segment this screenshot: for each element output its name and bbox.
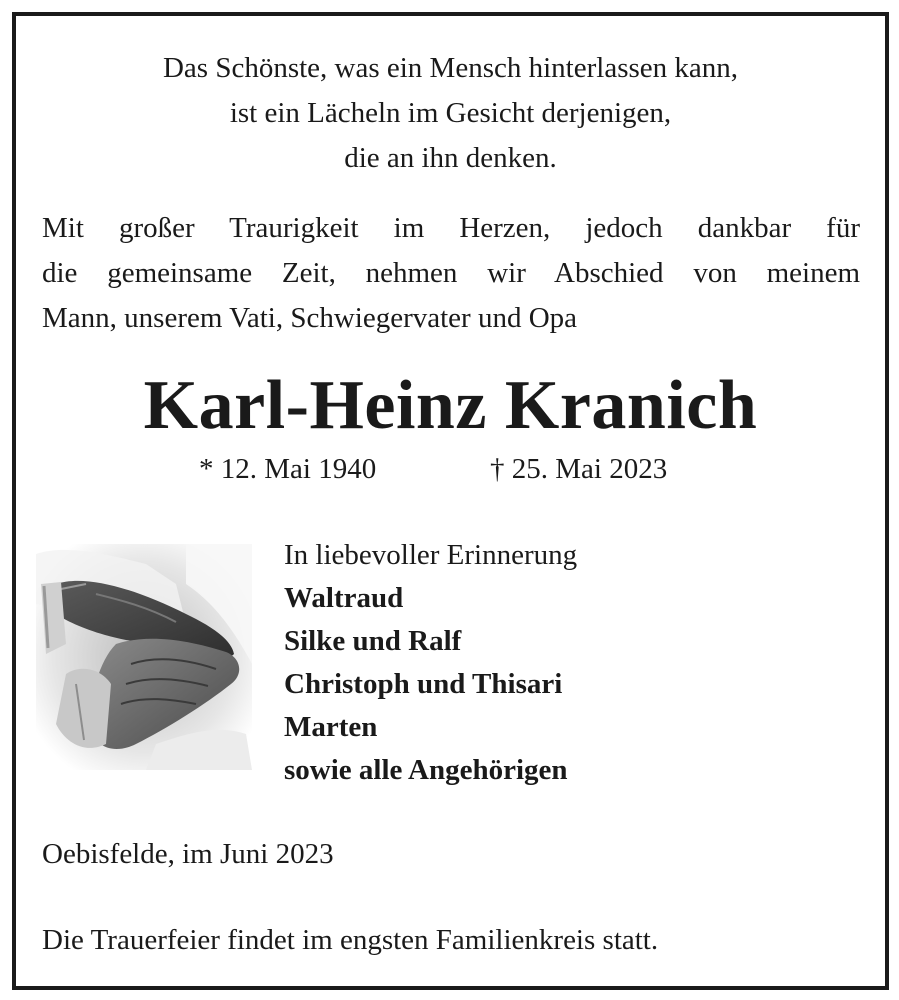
memorial-quote bbox=[16, 46, 885, 181]
remembrance-heading: In liebevoller Erinnerung bbox=[284, 539, 578, 571]
place-date: Oebisfelde, im Juni 2023 bbox=[42, 838, 334, 870]
family-member: Silke und Ralf bbox=[284, 625, 462, 657]
holding-hands-photo bbox=[36, 544, 252, 770]
family-member: Marten bbox=[284, 711, 378, 743]
quote-line: die an ihn denken. bbox=[344, 142, 557, 174]
quote-line: ist ein Lächeln im Gesicht derjenigen, bbox=[229, 97, 672, 129]
family-section bbox=[284, 534, 577, 792]
family-member: sowie alle Angehörigen bbox=[284, 754, 568, 786]
ceremony-note: Die Trauerfeier findet im engsten Familienkreis statt. bbox=[42, 924, 659, 956]
family-member: Waltraud bbox=[284, 582, 404, 614]
quote-line: Das Schönste, was ein Mensch hinterlassen kann, bbox=[162, 52, 739, 84]
birth-date: * 12. Mai 1940 bbox=[199, 453, 377, 485]
intro-line: Mit großer Traurigkeit im Herzen, jedoch dankbar für bbox=[42, 212, 860, 244]
intro-line: die gemeinsame Zeit, nehmen wir Abschied von meinem bbox=[42, 257, 860, 289]
deceased-name: Karl-Heinz Kranich bbox=[143, 367, 758, 444]
death-date: † 25. Mai 2023 bbox=[490, 453, 668, 485]
intro-text bbox=[42, 206, 860, 341]
intro-line: Mann, unserem Vati, Schwiegervater und Opa bbox=[42, 302, 578, 334]
family-member: Christoph und Thisari bbox=[284, 668, 563, 700]
obituary-frame bbox=[12, 12, 889, 990]
